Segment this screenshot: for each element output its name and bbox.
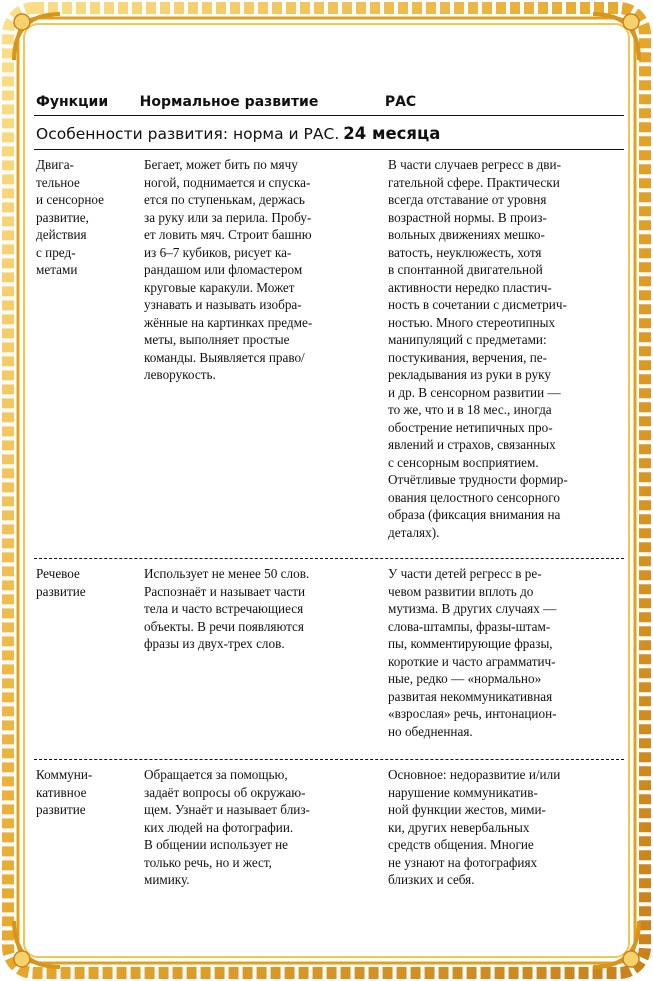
header-asd: РАС xyxy=(384,94,417,110)
asd-cell: Основное: недоразвитие и/или нарушение коммуникатив- ной функции жестов, мими- ки, других невербальных средств общения. Многие не узнают на фотографиях близких и себя. xyxy=(388,767,561,887)
asd-cell: У части детей регресс в ре- чевом развитии вплоть до мутизма. В других случаях — слова-штампы, фразы-штам- пы, комментирующие фразы, короткие и часто аграмматич- ные, редко — «нормально» развитая некоммуникативная «взрослая» речь, интонацион- но обедненная. xyxy=(388,566,557,739)
table-subtitle xyxy=(34,116,624,150)
header-functions: Функции xyxy=(36,94,109,110)
header-normal: Нормальное развитие xyxy=(139,94,319,110)
age-label: 24 месяца xyxy=(343,124,441,143)
function-cell: Двига- тельное и сенсорное развитие, действия с пред- метами xyxy=(36,157,104,277)
function-cell: Речевое развитие xyxy=(36,566,86,599)
development-table xyxy=(34,82,624,920)
normal-cell: Бегает, может бить по мячу ногой, поднимается и спуска- ется по ступенькам, держась за руку или за перила. Пробу- ет ловить мяч. Строит башню из 6–7 кубиков, рисует ка- рандашом или фломастером круговые каракули. Может узнавать и называть изобра- жённые на картинках предме- меты, выполняет простые команды. Выявляется право/ леворукость. xyxy=(144,157,313,382)
function-cell: Коммуни- кативное развитие xyxy=(36,767,93,817)
asd-cell: В части случаев регресс в дви- гательной сфере. Практически всегда отставание от уровня возрастной нормы. В произ- вольных движениях мешко- ватость, неуклюжесть, хотя в спонтанной двигательной активности нередко пластич- ность в сочетании с дисметрич- ностью. Много стереотипных манипуляций с предметами: постукивания, верчения, пе- рекладывания из руки в руку и др. В сенсорном развитии — то же, что и в 18 мес., иногда обострение нетипичных про- явлений и страхов, связанных с сенсорным восприятием. Отчётливые трудности формир- ования целостного сенсорного образа (фиксация внимания на деталях). xyxy=(388,157,568,540)
table-row xyxy=(34,150,624,559)
table-header xyxy=(34,82,624,116)
normal-cell: Обращается за помощью, задаёт вопросы об окружаю- щем. Узнаёт и называет близ- ких людей на фотографии. В общении использует не только речь, но и жест, мимику. xyxy=(144,767,310,887)
table-row xyxy=(34,559,624,760)
normal-cell: Использует не менее 50 слов. Распознаёт и называет части тела и часто встречающиеся объекты. В речи появляются фразы из двух-трех слов. xyxy=(144,566,310,651)
table-row xyxy=(34,760,624,920)
subtitle-text: Особенности развития: норма и РАС. xyxy=(36,125,340,143)
